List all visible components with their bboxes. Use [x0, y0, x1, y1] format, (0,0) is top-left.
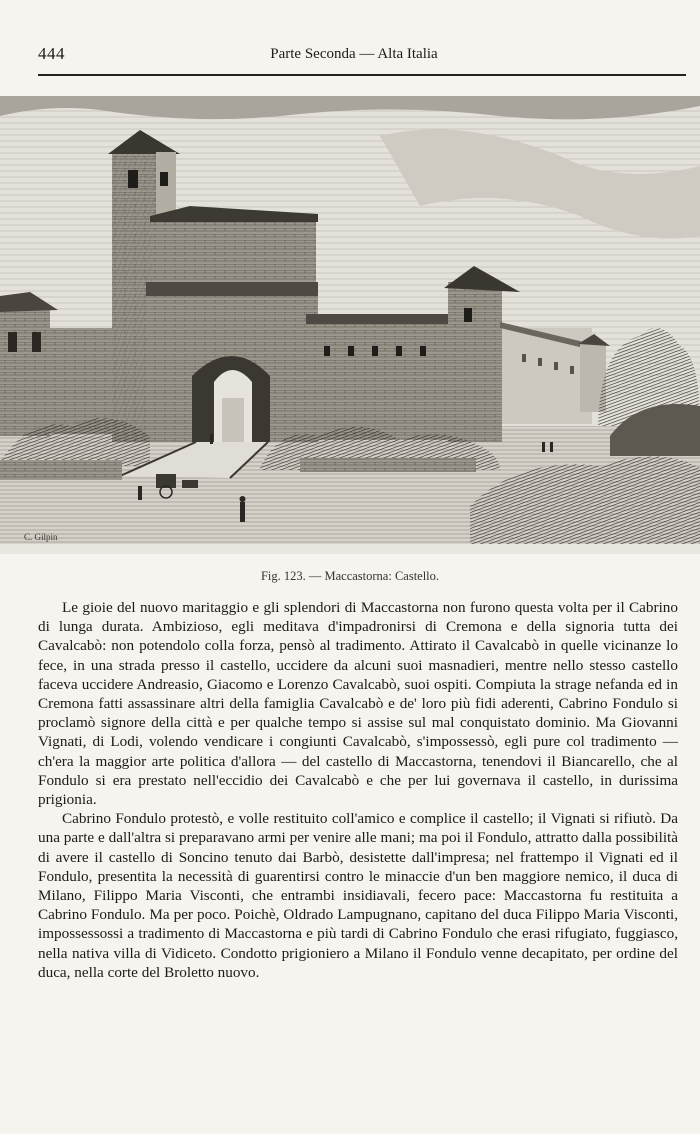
body-text [38, 598, 678, 982]
running-title: Parte Seconda — Alta Italia [270, 46, 438, 62]
page-number: 444 [38, 44, 65, 63]
page-header [38, 44, 670, 72]
figure-caption: Fig. 123. — Maccastorna: Castello. [260, 569, 440, 583]
engraver-signature: C. Gilpin [24, 532, 58, 542]
paragraph: Le gioie del nuovo maritaggio e gli splendori di Maccastorna non furono questa volta per il Cabrino di lunga durata. Ambizioso, egli meditava d'impadronirsi di Cremona e della signoria tutta dei Cavalcabò: non potendolo colla forza, pensò al tradimento. Attirato il Cavalcabò in quelle vicinanze lo fece, in una strada presso il castello, uccidere da alcuni suoi masnadieri, mentre nello stesso castello faceva uccidere Andreasio, Giacomo e Lorenzo Cavalcabò, suoi ospiti. Compiuta la strage nefanda ed in Cremona fatti assassinare altri della famiglia Cavalcabò e de' loro più fidi aderenti, Cabrino Fondulo si proclamò signore della città e per qualche tempo si assise sul mal conquistato dominio. Ma Giovanni Vignati, di Lodi, volendo vendicare i congiunti Cavalcabò, s'impossessò, egli pure col tradimento — ch'era la maggior arte politica d'allora — del castello di Maccastorna, tenendovi il Biancarello, che al Fondulo si era prestato nell'eccidio dei Cavalcabò e che per lui governava il castello, in durissima prigionia. [38, 599, 678, 809]
castle-engraving [0, 96, 700, 554]
header-rule [38, 74, 686, 76]
paragraph: Cabrino Fondulo protestò, e volle restituito coll'amico e complice il castello; il Vignati si rifiutò. Da una parte e dall'altra si preparavano armi per venire alle mani; ma poi il Fondulo, attratto dalla possibilità di avere il castello di Soncino tenuto dai Barbò, desistette dall'impresa; nel frattempo il Vignati ed il Fondulo, presentita la necessità di guarentirsi contro le minaccie d'un ben maggiore nemico, il duca di Milano, Filippo Maria Visconti, che entrambi insidiavali, fecero pace: Maccastorna fu restituita a Cabrino Fondulo. Ma per poco. Poichè, Oldrado Lampugnano, capitano del duca Filippo Maria Visconti, impossessossi a tradimento di Maccastorna e più tardi di Cabrino Fondulo che erasi rifugiato, fuggiasco, nella nativa villa di Vidiceto. Condotto prigioniero a Milano il Fondulo venne decapitato, per ordine del duca, nella corte del Broletto nuovo. [38, 810, 678, 981]
